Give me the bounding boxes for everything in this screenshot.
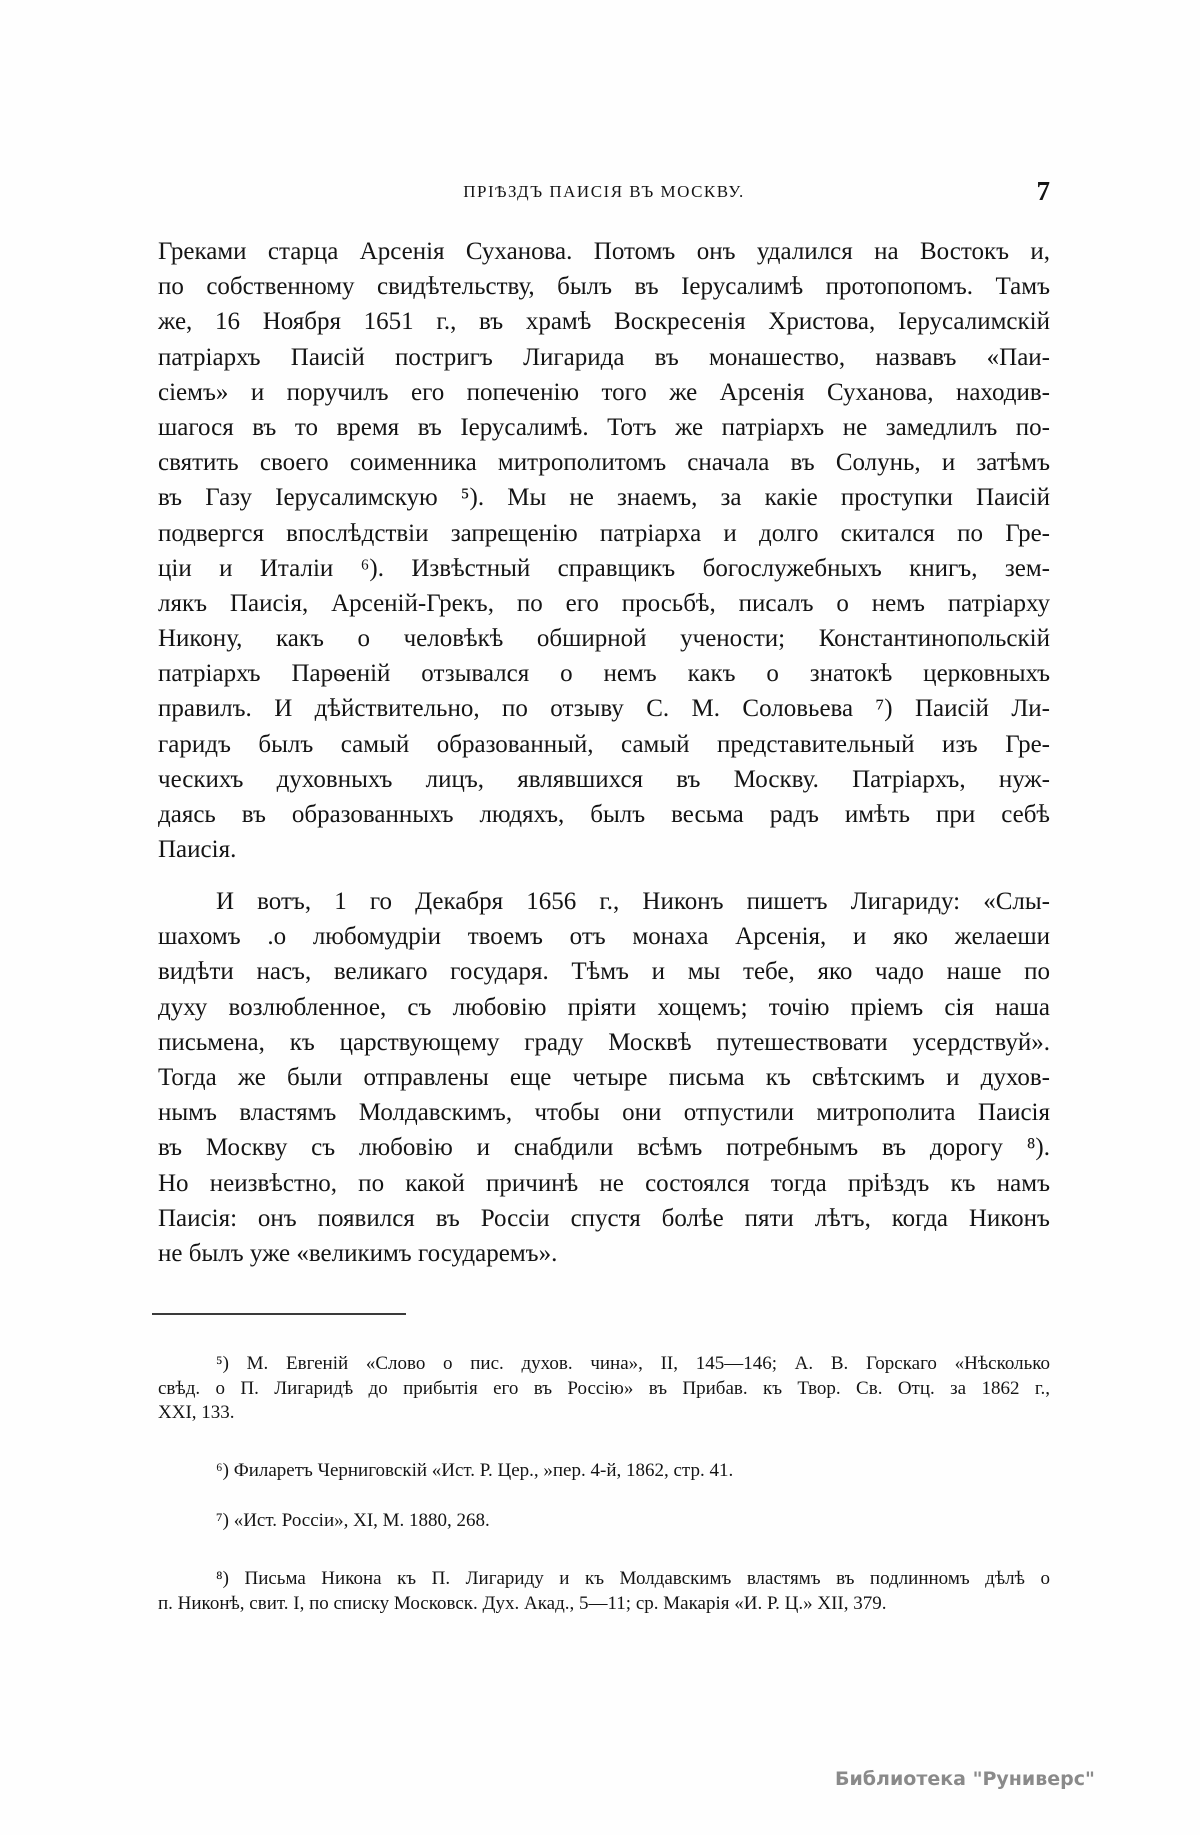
- text-line: по собственному свидѣтельству, былъ въ Іерусалимѣ протопопомъ. Тамъ: [158, 273, 1050, 301]
- page-number: 7: [1036, 176, 1050, 206]
- text-line: же, 16 Ноября 1651 г., въ храмѣ Воскресенія Христова, Іерусалимскій: [158, 308, 1050, 336]
- text-line: Тогда же были отправлены еще четыре письма къ свѣтскимъ и духов-: [158, 1063, 1050, 1091]
- text-line: Но неизвѣстно, по какой причинѣ не состоялся тогда пріѣздъ къ намъ: [158, 1169, 1050, 1197]
- footnote-separator-rule: [152, 1313, 406, 1315]
- text-line: лякъ Паисія, Арсеній-Грекъ, по его просьбѣ, писалъ о немъ патріарху: [158, 589, 1050, 617]
- text-line: патріархъ Паисій постригъ Лигарида въ монашество, назвавъ «Паи-: [158, 343, 1050, 371]
- text-line: правилъ. И дѣйствительно, по отзыву С. М. Соловьева ⁷) Паисій Ли-: [158, 695, 1050, 723]
- text-line: даясь въ образованныхъ людяхъ, былъ весьма радъ имѣть при себѣ: [158, 801, 1050, 828]
- footnote-8: [158, 1567, 1050, 1616]
- text-line: Греками старца Арсенія Суханова. Потомъ онъ удалился на Востокъ и,: [158, 238, 1050, 265]
- text-line: ческихъ духовныхъ лицъ, являвшихся въ Москву. Патріархъ, нуж-: [158, 765, 1050, 793]
- text-line: гаридъ былъ самый образованный, самый представительный изъ Гре-: [158, 730, 1050, 758]
- paragraph-1: [158, 234, 1050, 867]
- footnote-5: [158, 1352, 1050, 1426]
- footnote-line: ⁸) Письма Никона къ П. Лигариду и къ Молдавскимъ властямъ въ подлинномъ дѣлѣ о: [216, 1568, 1050, 1589]
- footnote-line: ⁶) Филаретъ Черниговскій «Ист. Р. Цер., »пер. 4-й, 1862, стр. 41.: [216, 1460, 734, 1481]
- text-line: Никону, какъ о человѣкѣ обширной учености; Константинопольскій: [158, 625, 1050, 653]
- text-line: нымъ властямъ Молдавскимъ, чтобы они отпустили митрополита Паисія: [158, 1099, 1050, 1127]
- text-line: шагося въ то время въ Іерусалимѣ. Тотъ же патріархъ не замедлилъ по-: [158, 413, 1050, 441]
- footnote-line: XXI, 133.: [158, 1402, 235, 1423]
- text-line: въ Газу Іерусалимскую ⁵). Мы не знаемъ, за какіе проступки Паисій: [158, 484, 1050, 512]
- paragraph-2: [158, 884, 1050, 1271]
- text-line: святить своего соименника митрополитомъ сначала въ Солунь, и затѣмъ: [158, 449, 1050, 477]
- text-line: письмена, къ царствующему граду Москвѣ путешествовати усердствуй».: [158, 1028, 1050, 1056]
- running-head-title: ПРІѢЗДЪ ПАИСІЯ ВЪ МОСКВУ.: [463, 182, 745, 201]
- footnote-line: ⁵) М. Евгеній «Слово о пис. духов. чина», II, 145—146; А. В. Горскаго «Нѣсколько: [216, 1353, 1050, 1374]
- text-line: шахомъ .о любомудріи твоемъ отъ монаха Арсенія, и яко желаеши: [158, 923, 1050, 951]
- text-line: И вотъ, 1 го Декабря 1656 г., Никонъ пишетъ Лигариду: «Слы-: [216, 888, 1050, 915]
- running-head: [158, 176, 1050, 206]
- text-line: сіемъ» и поручилъ его попеченію того же Арсенія Суханова, находив-: [158, 378, 1050, 406]
- text-line: въ Москву съ любовію и снабдили всѣмъ потребнымъ въ дорогу ⁸).: [158, 1134, 1050, 1162]
- text-line: Паисія.: [158, 836, 237, 864]
- text-line: ціи и Италіи ⁶). Извѣстный справщикъ богослужебныхъ книгъ, зем-: [158, 554, 1050, 582]
- text-line: Паисія: онъ появился въ Россіи спустя болѣе пяти лѣтъ, когда Никонъ: [158, 1204, 1050, 1232]
- text-line: патріархъ Парѳеній отзывался о немъ какъ о знатокѣ церковныхъ: [158, 660, 1050, 688]
- footnote-line: свѣд. о П. Лигаридѣ до прибытія его въ Россію» въ Прибав. къ Твор. Св. Отц. за 1862 г.,: [158, 1377, 1050, 1399]
- text-line: видѣти насъ, великаго государя. Тѣмъ и мы тебе, яко чадо наше по: [158, 958, 1050, 986]
- footnote-line: ⁷) «Ист. Россіи», XI, М. 1880, 268.: [216, 1510, 490, 1531]
- text-line: подвергся впослѣдствіи запрещенію патріарха и долго скитался по Гре-: [158, 519, 1050, 547]
- footnote-7: [158, 1509, 1050, 1534]
- text-line: духу возлюбленное, съ любовію пріяти хощемъ; точію пріемъ сія наша: [158, 993, 1050, 1021]
- footnote-line: п. Никонѣ, свит. I, по списку Московск. Дух. Акад., 5—11; ср. Макарія «И. Р. Ц.» XII, 379.: [158, 1592, 887, 1614]
- text-line: не былъ уже «великимъ государемъ».: [158, 1239, 558, 1267]
- library-watermark: Библиотека "Руниверс": [835, 1768, 1095, 1790]
- footnote-6: [158, 1459, 1050, 1484]
